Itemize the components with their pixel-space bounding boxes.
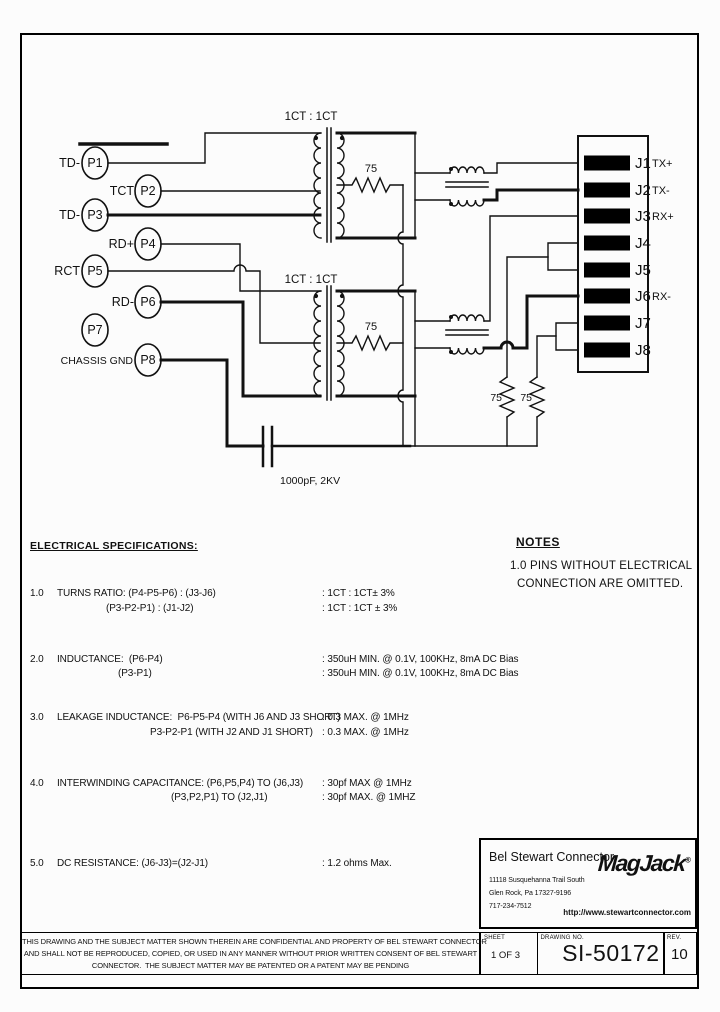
jack-pin-j6 bbox=[584, 289, 630, 304]
schematic-labels bbox=[54, 111, 673, 487]
jack-id: J6 bbox=[635, 288, 651, 305]
pin-label: TD- bbox=[59, 156, 80, 170]
jack-pin-j1 bbox=[584, 156, 630, 171]
jack-signal: RX+ bbox=[652, 211, 674, 223]
specs-heading: ELECTRICAL SPECIFICATIONS: bbox=[30, 540, 198, 552]
spec-value: : 1CT : 1CT± 3% bbox=[322, 588, 395, 599]
pin-label: RD+ bbox=[108, 237, 134, 251]
spec-value: : 1CT : 1CT ± 3% bbox=[322, 603, 398, 614]
pin-id: P6 bbox=[140, 295, 156, 309]
company-address-2: Glen Rock, Pa 17327-9196 bbox=[489, 890, 572, 897]
sheet-value: 1 OF 3 bbox=[491, 950, 521, 961]
spec-row-turns-2: (P3-P2-P1) : (J1-J2) bbox=[106, 603, 194, 614]
pin-label: CHASSIS GND bbox=[60, 355, 133, 367]
jack-pin-j7 bbox=[584, 316, 630, 331]
spec-row-turns-1: 1.0 TURNS RATIO: (P4-P5-P6) : (J3-J6) bbox=[30, 588, 216, 599]
company-url: http://www.stewartconnector.com bbox=[563, 908, 691, 917]
spec-row-capacitance-2: (P3,P2,P1) TO (J2,J1) bbox=[171, 792, 268, 803]
drawing-number-cell bbox=[537, 932, 665, 975]
jack-pin-j3 bbox=[584, 209, 630, 224]
resistor1-value: 75 bbox=[364, 163, 378, 175]
jack-signal: RX- bbox=[652, 291, 671, 303]
jack-pin-j2 bbox=[584, 183, 630, 198]
pin-label: RD- bbox=[111, 295, 134, 309]
disclaimer-box bbox=[21, 932, 487, 975]
pin-id: P2 bbox=[140, 184, 156, 198]
transformer1-ratio-label: 1CT : 1CT bbox=[284, 111, 338, 123]
spec-value: : 1.2 ohms Max. bbox=[322, 858, 392, 869]
jack-id: J7 bbox=[635, 315, 651, 332]
capacitor-value-label: 1000pF, 2KV bbox=[280, 475, 341, 487]
drawing-number-label: DRAWING NO. bbox=[540, 935, 584, 941]
common-mode-choke-1 bbox=[415, 163, 578, 206]
rev-value: 10 bbox=[671, 946, 688, 963]
spec-value: : 0.3 MAX. @ 1MHz bbox=[322, 712, 409, 723]
jack-pin-j5 bbox=[584, 263, 630, 278]
disclaimer-line-2: AND SHALL NOT BE REPRODUCED, COPIED, OR USED IN ANY MANNER WITHOUT PRIOR WRITTEN CONSENT OF BEL STEWART bbox=[23, 949, 478, 958]
jack-id: J8 bbox=[635, 342, 651, 359]
unused-pair-wires bbox=[507, 243, 578, 377]
jack-signal: TX- bbox=[652, 185, 670, 197]
jack-id: J5 bbox=[635, 262, 651, 279]
disclaimer-line-3: CONNECTOR. THE SUBJECT MATTER MAY BE PATENTED OR A PATENT MAY BE PENDING bbox=[91, 961, 410, 970]
connector-pins bbox=[82, 147, 161, 376]
company-phone: 717-234-7512 bbox=[489, 903, 532, 910]
sheet-cell bbox=[480, 932, 538, 975]
magjack-logo: MagJack® bbox=[597, 850, 690, 876]
resistor3-value: 75 bbox=[490, 392, 502, 404]
spec-row-leakage-1: 3.0 LEAKAGE INDUCTANCE: P6-P5-P4 (WITH J6 AND J3 SHORT) bbox=[30, 712, 341, 723]
termination-wire bbox=[398, 185, 403, 446]
jack-id: J2 bbox=[635, 182, 651, 199]
spec-value: : 0.3 MAX. @ 1MHz bbox=[322, 727, 409, 738]
pin-id: P5 bbox=[87, 264, 103, 278]
spec-row-capacitance-1: 4.0 INTERWINDING CAPACITANCE: (P6,P5,P4) TO (J6,J3) bbox=[30, 778, 304, 789]
company-box bbox=[479, 838, 697, 929]
notes-line-2: CONNECTION ARE OMITTED. bbox=[517, 578, 684, 590]
company-name: Bel Stewart Connector bbox=[489, 850, 615, 864]
spec-value: : 30pf MAX @ 1MHz bbox=[322, 778, 412, 789]
drawing-number-value: SI-50172 bbox=[562, 940, 660, 966]
pin-label: RCT bbox=[54, 264, 80, 278]
pin-label: TCT bbox=[109, 184, 134, 198]
pin-id: P3 bbox=[87, 208, 103, 222]
pin-id: P7 bbox=[87, 323, 103, 337]
disclaimer-line-1: THIS DRAWING AND THE SUBJECT MATTER SHOWN THEREIN ARE CONFIDENTIAL AND PROPERTY OF BEL STEWART CONNECTOR bbox=[22, 937, 487, 946]
pin-id: P1 bbox=[87, 156, 103, 170]
spec-row-inductance-1: 2.0 INDUCTANCE: (P6-P4) bbox=[30, 654, 163, 665]
jack-id: J1 bbox=[635, 155, 651, 172]
pin-id: P4 bbox=[140, 237, 156, 251]
secondary-wires bbox=[337, 133, 415, 446]
spec-row-inductance-2: (P3-P1) bbox=[118, 668, 152, 679]
resistor-75-top bbox=[337, 178, 403, 192]
pin-id: P8 bbox=[140, 353, 156, 367]
company-address-1: 11118 Susquehanna Trail South bbox=[489, 877, 585, 884]
spec-value: : 350uH MIN. @ 0.1V, 100KHz, 8mA DC Bias bbox=[322, 668, 519, 679]
transformer2-ratio-label: 1CT : 1CT bbox=[284, 274, 338, 286]
notes-line-1: 1.0 PINS WITHOUT ELECTRICAL bbox=[510, 560, 693, 572]
rev-label: REV. bbox=[667, 935, 682, 941]
resistor-75-right bbox=[530, 377, 544, 446]
resistor-75-mid bbox=[337, 336, 403, 350]
spec-row-resistance: 5.0 DC RESISTANCE: (J6-J3)=(J2-J1) bbox=[30, 858, 209, 869]
jack-pin-j8 bbox=[584, 343, 630, 358]
spec-value: : 30pf MAX. @ 1MHZ bbox=[322, 792, 416, 803]
jack-pin-j4 bbox=[584, 236, 630, 251]
jack-id: J3 bbox=[635, 208, 651, 225]
rev-cell bbox=[663, 932, 697, 975]
sheet-label: SHEET bbox=[484, 935, 506, 941]
notes-heading: NOTES bbox=[516, 535, 560, 549]
resistor-75-left bbox=[500, 377, 514, 446]
common-mode-choke-2 bbox=[415, 216, 578, 354]
pin-label: TD- bbox=[59, 208, 80, 222]
jack-id: J4 bbox=[635, 235, 651, 252]
resistor4-value: 75 bbox=[520, 392, 532, 404]
jack-signal: TX+ bbox=[652, 158, 673, 170]
resistor2-value: 75 bbox=[364, 321, 378, 333]
spec-value: : 350uH MIN. @ 0.1V, 100KHz, 8mA DC Bias bbox=[322, 654, 519, 665]
registered-mark: ® bbox=[684, 855, 690, 865]
spec-row-leakage-2: P3-P2-P1 (WITH J2 AND J1 SHORT) bbox=[150, 727, 313, 738]
